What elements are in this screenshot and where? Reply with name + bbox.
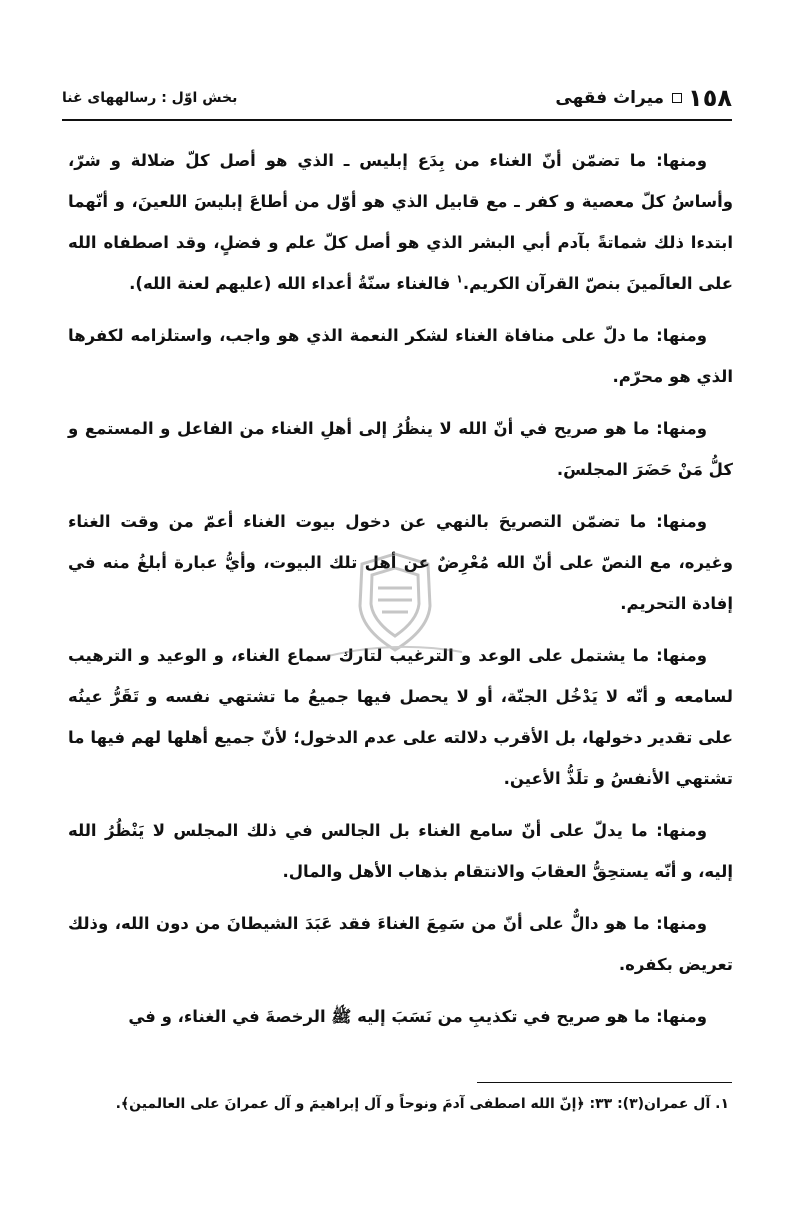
paragraph-continuation: فالغناء سنّةُ أعداء الله (عليهم لعنة الله). <box>129 274 451 293</box>
section-title: بخش اوّل : رسالههاى غنا <box>62 90 238 106</box>
paragraph: ومنها: ما هو دالٌّ على أنّ من سَمِعَ الغناءَ فقد عَبَدَ الشيطانَ من دون الله، وذلك تعريض بكفره. <box>68 914 733 974</box>
paragraph-text: ومنها: ما تضمّن أنّ الغناء من بِدَع إبليس ـ الذي هو أصل كلّ ضلالة و شرّ، وأساسُ كلّ معصية و كفر ـ مع قابيل الذي هو أوّل من أطاعَ إبليسَ اللعينَ، و أنّهما ابتدءا ذلك شماتةً بآدم أبي البشر الذي هو أصل كلّ علم و فضلٍ، وقد اصطفاه الله على العالَمينَ بنصّ القرآن الكريم. <box>68 151 733 293</box>
body-text <box>68 140 733 1048</box>
paragraph: ومنها: ما هو صريح في تكذيبِ من نَسَبَ إليه ﷺ الرخصةَ في الغناء، و في <box>128 1007 707 1026</box>
square-bullet-icon <box>672 93 682 103</box>
page-number: ١٥٨ <box>688 84 732 112</box>
paragraph: ومنها: ما يدلّ على أنّ سامع الغناء بل الجالس في ذلك المجلس لا يَنْظُرُ الله إليه، و أنّه يستحِقُّ العقابَ والانتقام بذهاب الأهل والمال. <box>68 821 733 881</box>
paragraph: ومنها: ما دلّ على منافاة الغناء لشكر النعمة الذي هو واجب، واستلزامه لكفرها الذي هو محرّم. <box>68 326 733 386</box>
paragraph: ومنها: ما يشتمل على الوعد و الترغيب لتارك سماع الغناء، و الوعيد و الترهيب لسامعه و أنّه لا يَدْخُل الجنّة، أو لا يحصل فيها جميعُ ما تشتهي نفسه و تَقَرُّ عينُه على تقدير دخولها، بل الأقرب دلالته على عدم الدخول؛ لأنّ جميع أهلها لهم فيها ما تشتهي الأنفسُ و تلَذُّ الأعين. <box>68 646 733 788</box>
paragraph: ومنها: ما هو صريح في أنّ الله لا ينظُرُ إلى أهلِ الغناء من الفاعل و المستمع و كلُّ مَنْ حَضَرَ المجلسَ. <box>68 419 733 479</box>
footnote-marker: ١ <box>456 272 463 286</box>
footnote-rule <box>477 1082 732 1083</box>
paragraph: ومنها: ما تضمّن التصريحَ بالنهي عن دخول بيوت الغناء أعمّ من وقت الغناء وغيره، مع النصّ على أنّ الله مُعْرِضٌ عن أهل تلك البيوت، وأيُّ عبارة أبلغُ منه في إفادة التحريم. <box>68 512 733 613</box>
book-title: ميراث فقهى <box>555 88 665 108</box>
footnote: ١. آل عمران(٣): ٣٣: ﴿إنّ الله اصطفى آدمَ ونوحاً و آل إبراهيمَ و آل عمرانَ على العالمين﴾. <box>115 1096 729 1112</box>
header-rule <box>62 119 732 121</box>
header-right-group <box>555 84 732 112</box>
paragraph <box>68 140 733 304</box>
page-header <box>62 80 732 116</box>
